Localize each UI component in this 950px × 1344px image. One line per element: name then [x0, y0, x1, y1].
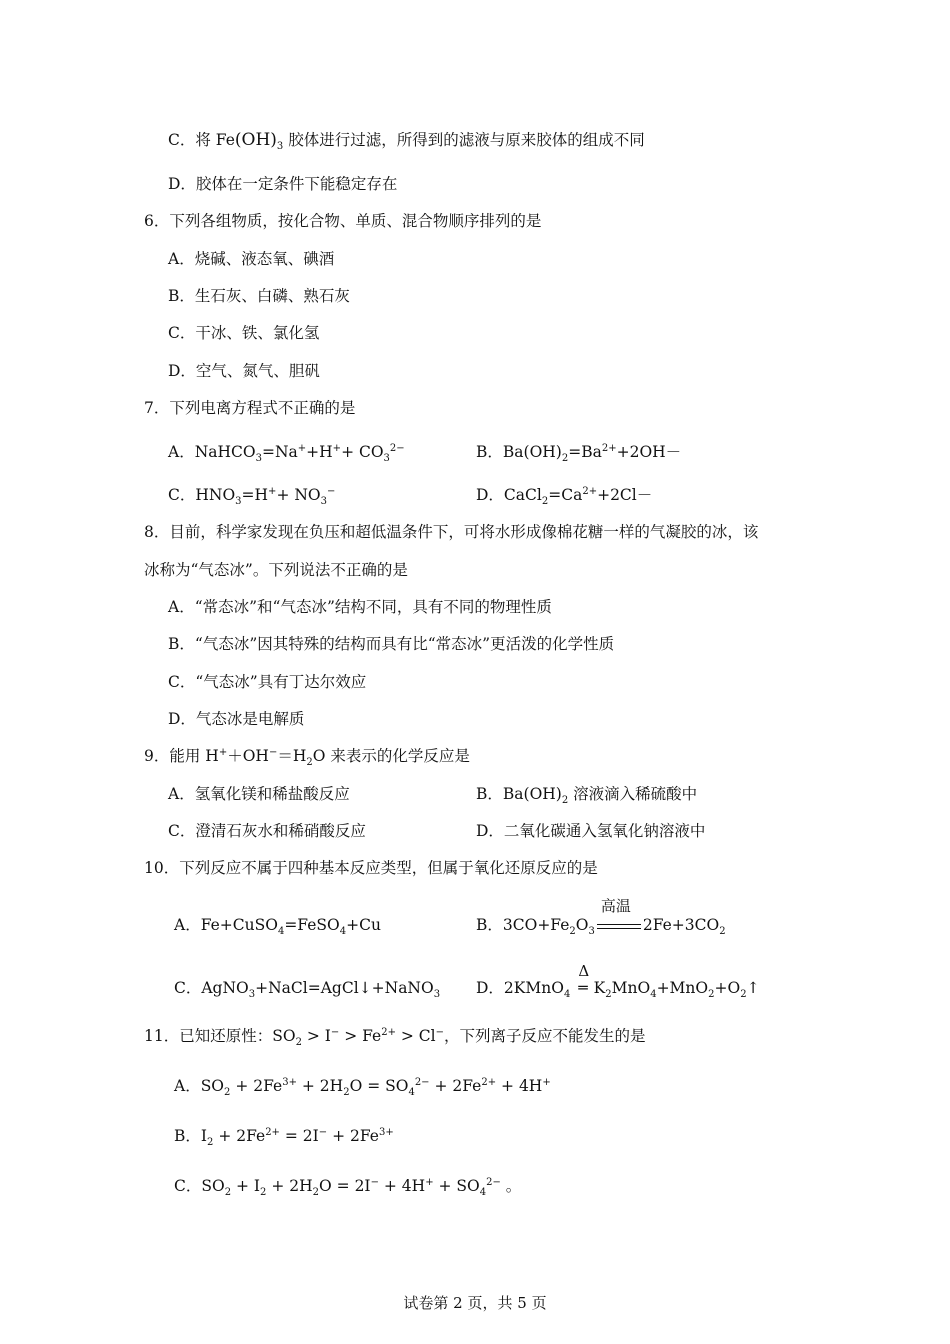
- q6-stem: 6．下列各组物质，按化合物、单质、混合物顺序排列的是: [144, 212, 542, 230]
- q7-option-c: C．$HNO_3=H^++ NO_3^-$: [168, 485, 336, 508]
- q9-stem: 9．能用 $H^++OH^-=H_2O$ 来表示的化学反应是: [144, 746, 470, 769]
- q11-stem: 11．已知还原性：$SO_2 > I^- > Fe^{2+} > Cl^-$，下列离子反应不能发生的是: [144, 1026, 646, 1049]
- page-footer: 试卷第 2 页，共 5 页: [403, 1294, 547, 1312]
- q9-option-a: A．氢氧化镁和稀盐酸反应: [168, 785, 350, 803]
- q8-stem-line2: 冰称为“气态冰”。下列说法不正确的是: [144, 561, 408, 579]
- q10-option-b: B．$3CO+Fe_2O_3$ 高温 $2Fe+3CO_2$: [476, 897, 726, 938]
- q9-option-c: C．澄清石灰水和稀硝酸反应: [168, 822, 366, 840]
- q10-option-d: D．2KMnO$_4$ Δ ═ $K_2MnO_4+MnO_2+O_2↑$: [476, 962, 760, 1001]
- q9-option-d: D．二氧化碳通入氢氧化钠溶液中: [476, 822, 706, 840]
- q11-option-c: C．$SO_2 + I_2 + 2H_2O = 2I^- + 4H^+ + SO_4^{2-}$ 。: [174, 1176, 522, 1199]
- q6-option-c: C．干冰、铁、氯化氢: [168, 324, 320, 342]
- q8-option-c: C．“气态冰”具有丁达尔效应: [168, 673, 367, 691]
- q5-option-d: D．胶体在一定条件下能稳定存在: [168, 175, 398, 193]
- q11-option-a: A．$SO_2 + 2Fe^{3+} + 2H_2O = SO_4^{2-} + 2Fe^{2+} + 4H^+$: [174, 1076, 551, 1099]
- q11-option-b: B．$I_2 + 2Fe^{2+} = 2I^- + 2Fe^{3+}$: [174, 1126, 394, 1149]
- q10-d-condition: Δ: [578, 962, 590, 980]
- q8-option-a: A．“常态冰”和“气态冰”结构不同，具有不同的物理性质: [168, 598, 552, 616]
- q6-option-b: B．生石灰、白磷、熟石灰: [168, 287, 350, 305]
- q6-option-d: D．空气、氮气、胆矾: [168, 362, 320, 380]
- q10-b-condition: 高温: [600, 897, 631, 915]
- q7-stem: 7．下列电离方程式不正确的是: [144, 399, 356, 417]
- q10-option-a: A．Fe+CuSO$_4$=FeSO$_4$+Cu: [174, 916, 381, 938]
- q7-option-d: D．$CaCl_2=Ca^{2+}+2Cl-$: [476, 485, 653, 508]
- q7-option-b: B．$Ba(OH)_2=Ba^{2+}+2OH-$: [476, 442, 682, 465]
- q5-option-c: C．将 $Fe(OH)_3$ 胶体进行过滤，所得到的滤液与原来胶体的组成不同: [168, 130, 645, 153]
- q10-stem: 10．下列反应不属于四种基本反应类型，但属于氧化还原反应的是: [144, 859, 598, 877]
- q9-option-b: B．$Ba(OH)_2$ 溶液滴入稀硫酸中: [476, 785, 698, 807]
- q8-stem-line1: 8．目前，科学家发现在负压和超低温条件下，可将水形成像棉花糖一样的气凝胶的冰，该: [144, 523, 759, 541]
- q8-option-d: D．气态冰是电解质: [168, 710, 305, 728]
- q7-option-a: A．NaHCO$_3$=Na++H++ $CO_3^{2-}$: [168, 442, 405, 465]
- q10-option-c: C．AgNO$_3$+NaCl=AgCl↓+NaNO$_3$: [174, 979, 441, 1001]
- q6-option-a: A．烧碱、液态氧、碘酒: [168, 250, 335, 268]
- q8-option-b: B．“气态冰”因其特殊的结构而具有比“常态冰”更活泼的化学性质: [168, 635, 615, 653]
- q10-b-equals-sign: [597, 924, 641, 929]
